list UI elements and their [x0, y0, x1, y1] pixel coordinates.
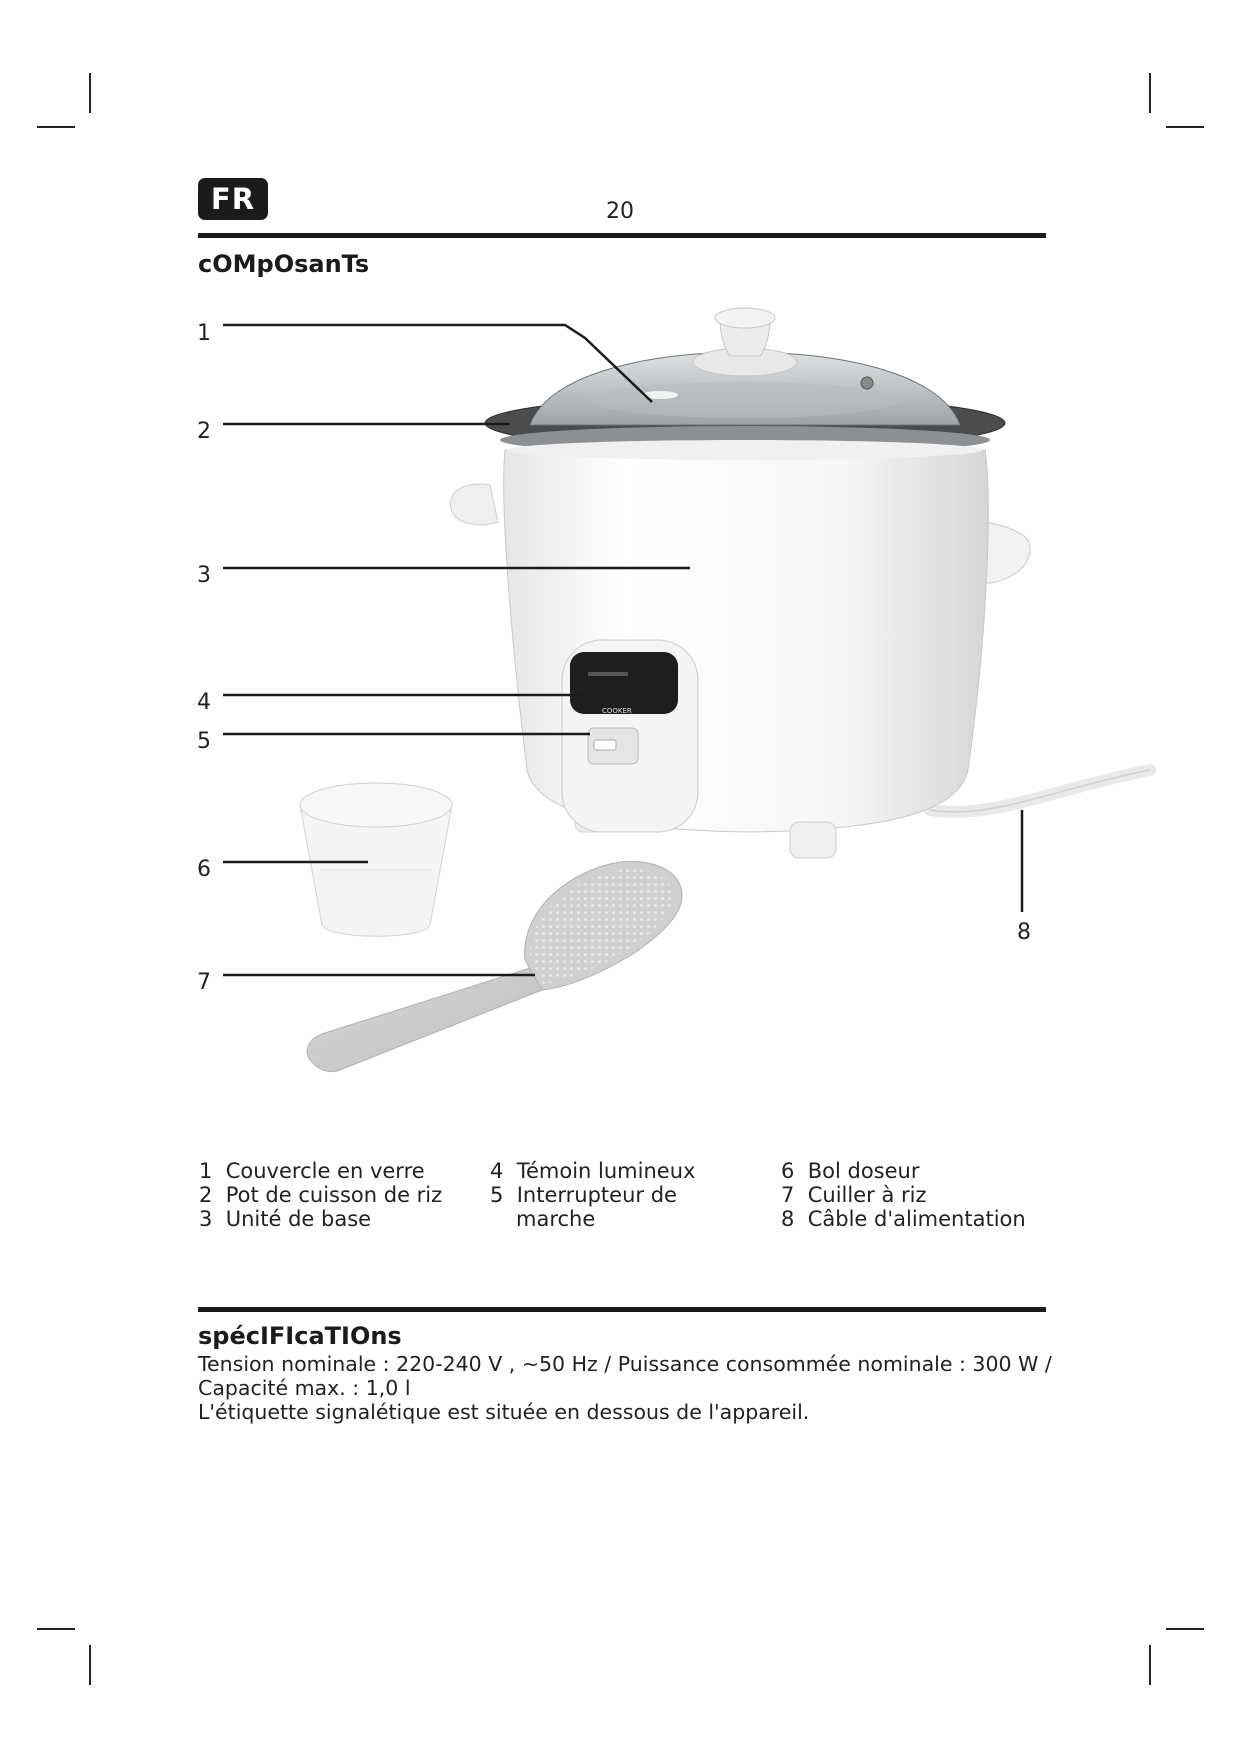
callout-5: 5 [197, 729, 211, 754]
spec-line: Capacité max. : 1,0 l [198, 1376, 411, 1400]
legend-item: 5 Interrupteur de [490, 1183, 677, 1207]
indicator-window [570, 652, 678, 714]
components-title: cOMpOsanTs [198, 250, 370, 278]
language-badge: FR [198, 178, 268, 220]
callout-7: 7 [197, 970, 211, 995]
legend-column-3 [781, 1159, 1026, 1231]
measuring-cup [300, 783, 452, 936]
legend-item: 2 Pot de cuisson de riz [199, 1183, 443, 1207]
legend-item: 3 Unité de base [199, 1207, 372, 1231]
crop-mark-top-left-horizontal [37, 126, 75, 128]
crop-mark-bottom-left-vertical [89, 1645, 91, 1685]
callout-1: 1 [197, 321, 211, 346]
legend-item: 4 Témoin lumineux [490, 1159, 696, 1183]
legend-column-1 [199, 1159, 442, 1231]
crop-mark-bottom-left-horizontal [37, 1628, 75, 1630]
legend-item: marche [516, 1207, 596, 1231]
crop-mark-top-right-vertical [1149, 73, 1151, 113]
legend-item: 6 Bol doseur [781, 1159, 920, 1183]
callout-8: 8 [1017, 920, 1031, 945]
rice-cooker-illustration [190, 300, 1170, 1160]
legend-item: 8 Câble d'alimentation [781, 1207, 1026, 1231]
legend-item: 1 Couvercle en verre [199, 1159, 425, 1183]
spec-line: L'étiquette signalétique est située en dessous de l'appareil. [198, 1400, 810, 1424]
crop-mark-top-left-vertical [89, 73, 91, 113]
specifications-text [198, 1352, 1058, 1424]
foot-right [790, 822, 836, 858]
panel-label: COOKER [602, 707, 632, 715]
header-rule [198, 233, 1046, 238]
page-number: 20 [606, 199, 634, 224]
crop-mark-top-right-horizontal [1166, 126, 1204, 128]
callout-4: 4 [197, 690, 211, 715]
legend-item: 7 Cuiller à riz [781, 1183, 927, 1207]
crop-mark-bottom-right-horizontal [1166, 1628, 1204, 1630]
legend-column-2 [490, 1159, 695, 1231]
callout-2: 2 [197, 419, 211, 444]
callout-3: 3 [197, 563, 211, 588]
specifications-title: spécIFIcaTIOns [198, 1322, 402, 1350]
left-handle [450, 484, 498, 525]
spec-line: Tension nominale : 220-240 V , ~50 Hz / Puissance consommée nominale : 300 W / [198, 1352, 1052, 1376]
callout-6: 6 [197, 857, 211, 882]
specifications-rule [198, 1307, 1046, 1312]
crop-mark-bottom-right-vertical [1149, 1645, 1151, 1685]
steam-vent [861, 377, 873, 389]
